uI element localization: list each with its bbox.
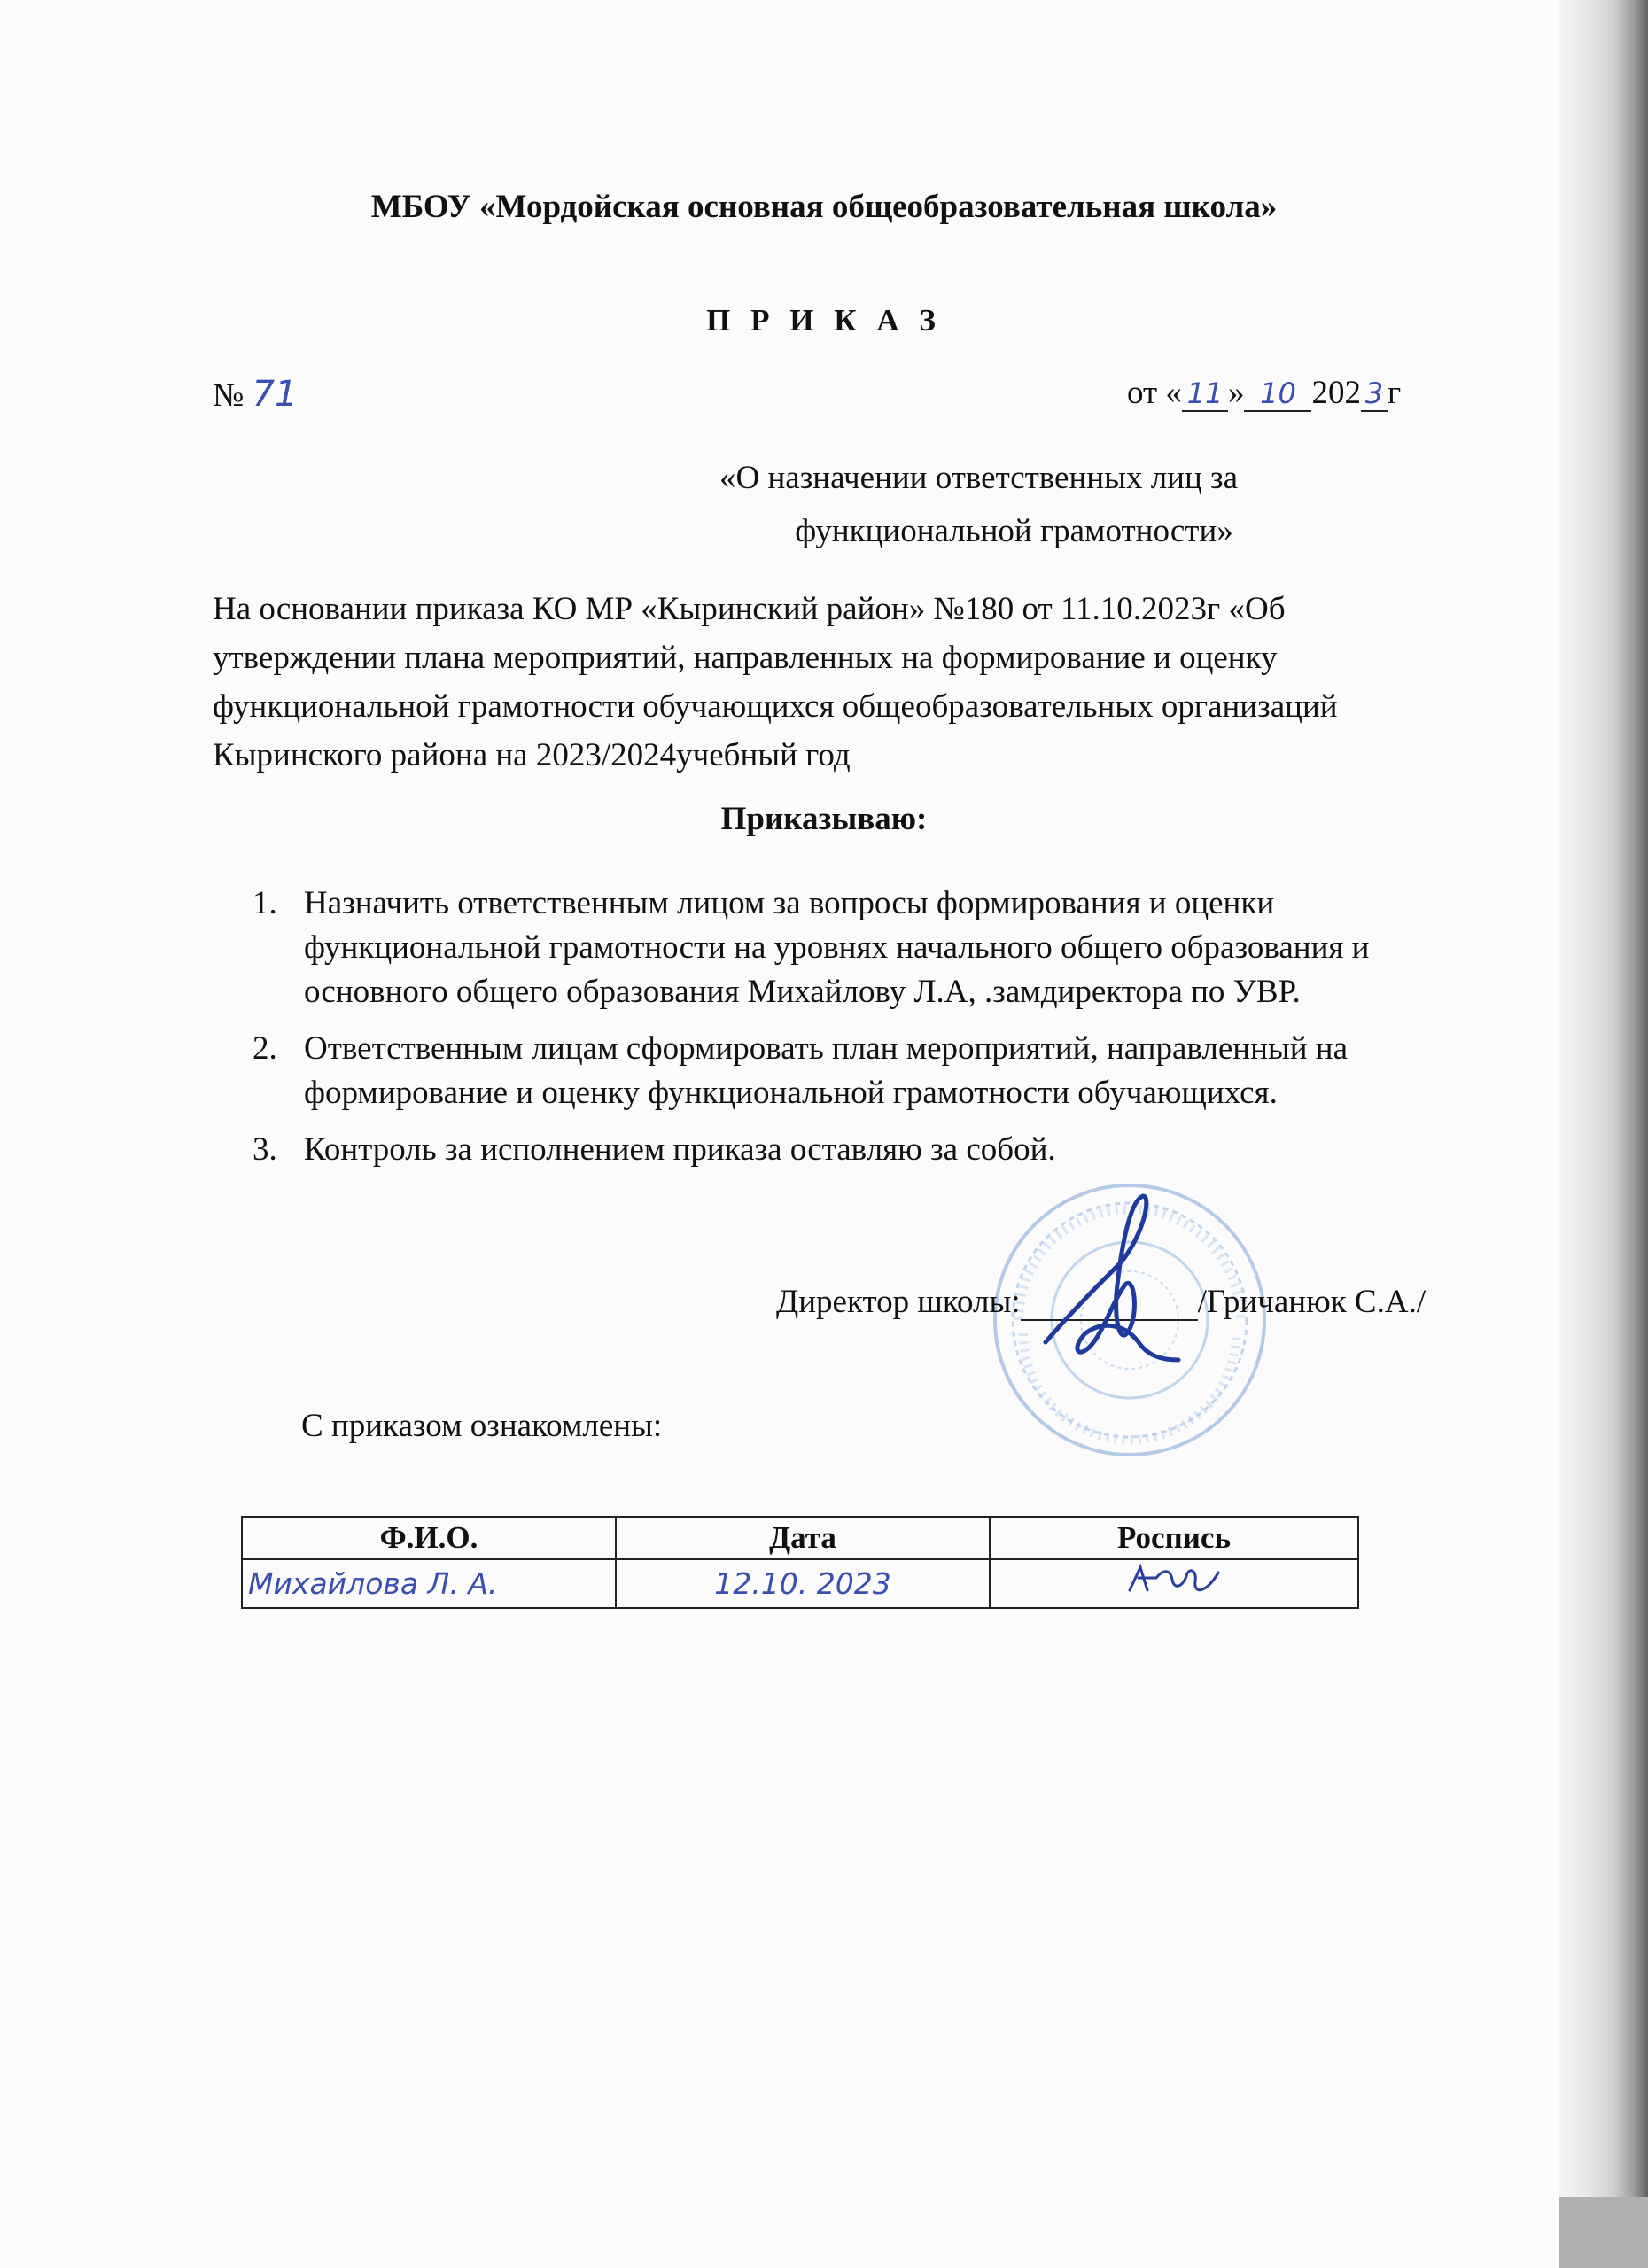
order-subject [719, 452, 1238, 558]
date-year-suffix: г [1387, 375, 1402, 411]
item-text: Ответственным лицам сформировать план мероприятий, направленный на формирование и оценку функциональной грамотности обучающихся. [304, 1030, 1349, 1111]
order-item [213, 1128, 1400, 1172]
order-number-handwritten: 71 [252, 374, 298, 415]
date-day: 11 [1182, 377, 1228, 412]
scan-edge [1559, 0, 1648, 2268]
order-date [1127, 374, 1401, 412]
item-number: 1. [253, 885, 277, 921]
fio-cell: Михайлова Л. А. [242, 1559, 616, 1608]
employee-signature [1121, 1560, 1227, 1599]
order-number [213, 374, 297, 415]
order-items [213, 882, 1400, 1184]
item-number: 2. [253, 1030, 277, 1067]
column-header: Ф.И.О. [242, 1517, 616, 1559]
date-cell: 12.10. 2023 [616, 1559, 990, 1608]
item-number: 3. [253, 1131, 277, 1168]
item-text: Назначить ответственным лицом за вопросы формирования и оценки функциональной грамотности на уровнях начального общего образования и основного общего образования Михайлову Л.А, .замдиректора по УВР. [304, 885, 1370, 1010]
director-name: /Гричанюк С.А./ [1197, 1284, 1426, 1320]
date-day-close: » [1227, 375, 1245, 411]
director-label: Директор школы: [776, 1284, 1021, 1320]
column-header: Роспись [990, 1517, 1358, 1559]
director-signature [1037, 1178, 1214, 1382]
date-prefix: от « [1127, 375, 1182, 411]
signature-cell [990, 1559, 1358, 1608]
date-year-prefix: 202 [1311, 375, 1361, 411]
subject-line-1: «О назначении ответственных лиц за [719, 460, 1239, 496]
table-header-row [242, 1517, 1358, 1559]
column-header: Дата [616, 1517, 990, 1559]
table-row [242, 1559, 1358, 1608]
order-item [213, 1027, 1400, 1115]
date-year-digit: 3 [1361, 377, 1388, 412]
document-title: П Р И К А З [706, 303, 942, 338]
scan-corner-mark [1559, 2197, 1648, 2268]
acquainted-label: С приказом ознакомлены: [301, 1408, 663, 1444]
item-text: Контроль за исполнением приказа оставляю за собой. [304, 1131, 1056, 1168]
order-item [213, 882, 1400, 1014]
date-month: 10 [1244, 377, 1311, 412]
school-name: МБОУ «Мордойская основная общеобразовательная школа» [370, 189, 1278, 225]
acknowledgement-table [241, 1516, 1359, 1609]
subject-line-2: функциональной грамотности» [795, 513, 1233, 549]
orders-heading: Приказываю: [720, 801, 928, 837]
basis-paragraph: На основании приказа КО МР «Кыринский район» №180 от 11.10.2023г «Об утверждении плана мероприятий, направленных на формирование и оценку функциональной грамотности обучающихся общеобразовательных организаций Кыринского района на 2023/2024учебный год [213, 591, 1338, 773]
number-sign: № [213, 377, 245, 414]
